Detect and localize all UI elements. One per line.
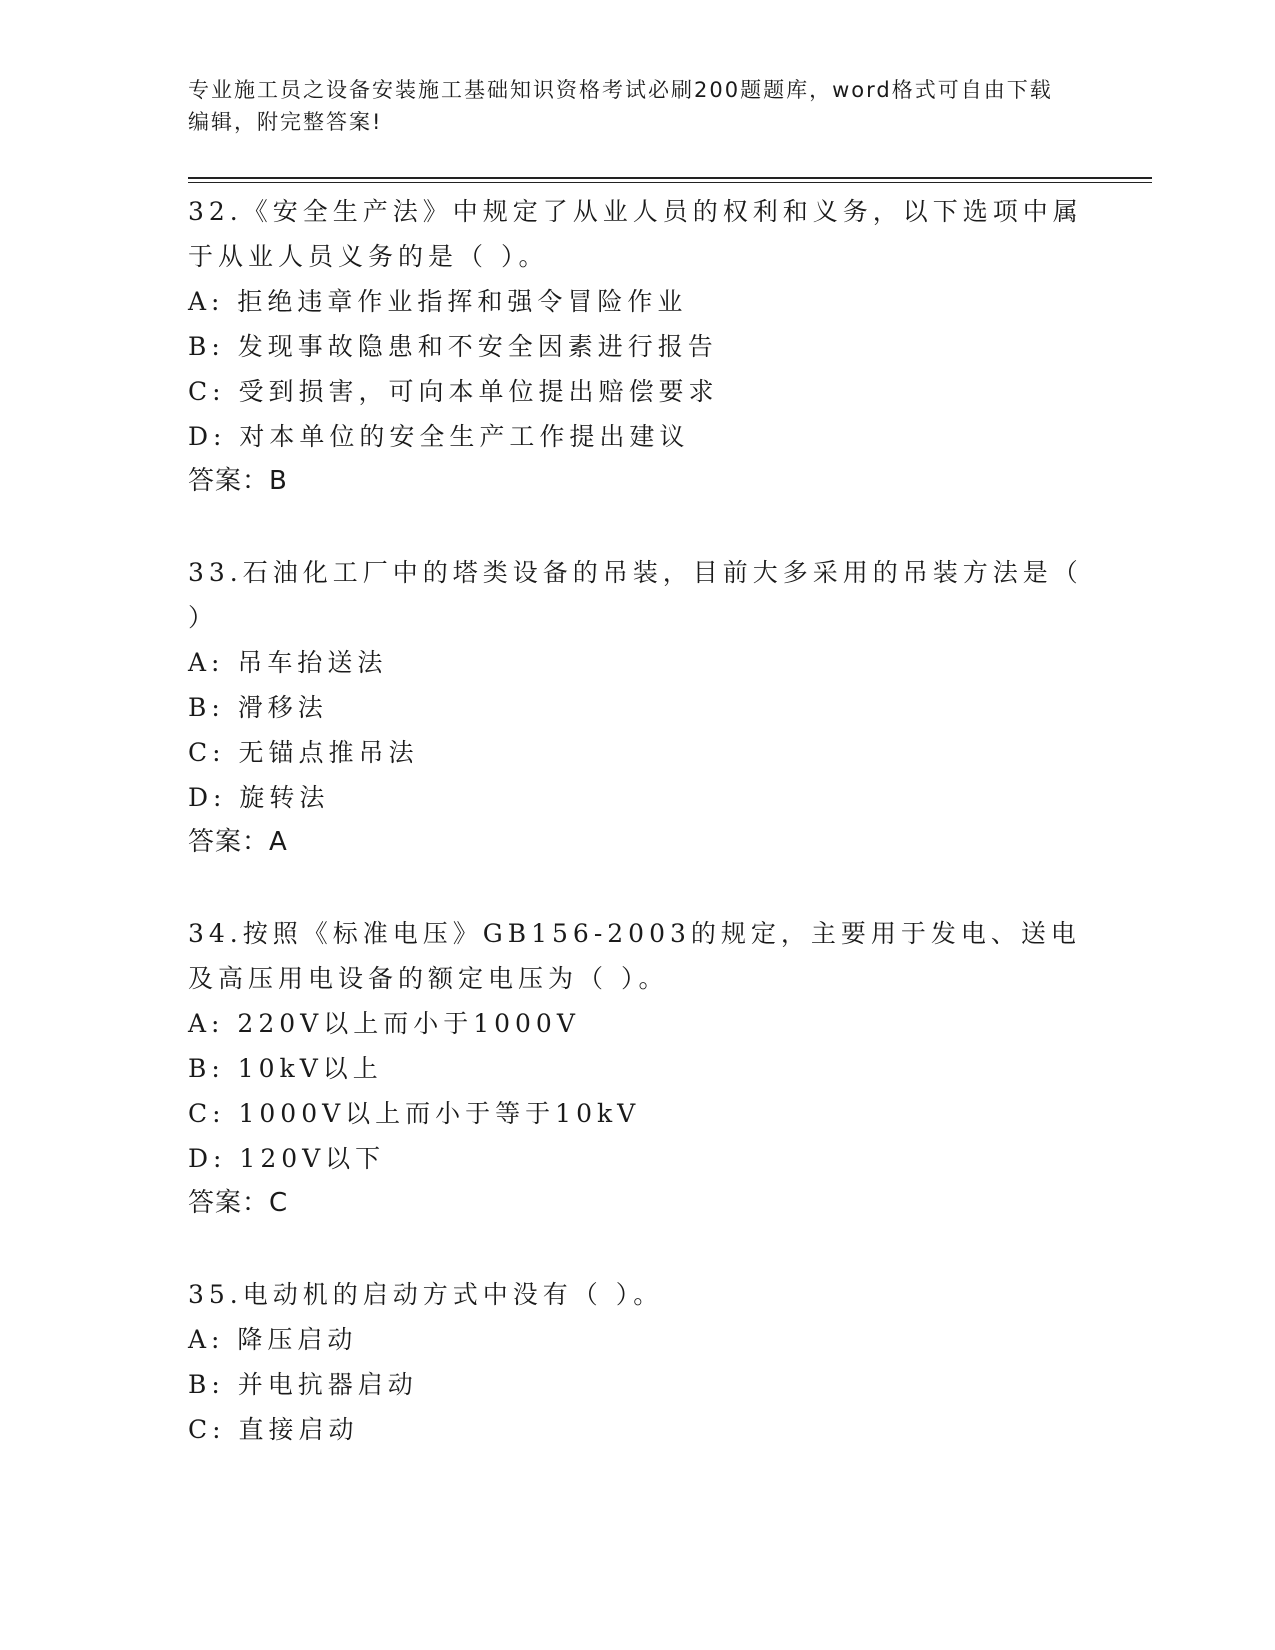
option-c: C: 1000V以上而小于等于10kV — [188, 1099, 641, 1128]
document-header — [188, 74, 1068, 138]
option-a: A: 拒绝违章作业指挥和强令冒险作业 — [188, 287, 688, 316]
header-divider-thick — [188, 177, 1152, 179]
option-a: A: 220V以上而小于1000V — [188, 1009, 580, 1038]
option-c: C: 受到损害，可向本单位提出赔偿要求 — [188, 377, 719, 406]
answer-line: 答案：B — [188, 466, 288, 496]
option-a: A: 降压启动 — [188, 1325, 358, 1354]
option-c: C: 无锚点推吊法 — [188, 738, 419, 767]
question-stem: 32.《安全生产法》中规定了从业人员的权利和义务，以下选项中属于从业人员义务的是（ ）。 — [188, 197, 1083, 271]
question-32 — [188, 189, 1108, 504]
question-stem: 34.按照《标准电压》GB156-2003的规定，主要用于发电、送电及高压用电设备的额定电压为（ ）。 — [188, 919, 1081, 993]
option-b: B: 滑移法 — [188, 693, 328, 722]
question-stem: 35.电动机的启动方式中没有（ ）。 — [188, 1280, 664, 1309]
question-34 — [188, 911, 1108, 1226]
option-b: B: 发现事故隐患和不安全因素进行报告 — [188, 332, 718, 361]
option-a: A: 吊车抬送法 — [188, 648, 388, 677]
question-stem: 33.石油化工厂中的塔类设备的吊装，目前大多采用的吊装方法是（ ） — [188, 558, 1083, 632]
question-list — [188, 189, 1108, 1498]
question-33 — [188, 550, 1108, 865]
option-c: C: 直接启动 — [188, 1415, 359, 1444]
answer-line: 答案：C — [188, 1188, 289, 1218]
option-b: B: 并电抗器启动 — [188, 1370, 418, 1399]
option-b: B: 10kV以上 — [188, 1054, 383, 1083]
option-d: D: 旋转法 — [188, 783, 330, 812]
answer-line: 答案：A — [188, 827, 288, 857]
header-title: 专业施工员之设备安装施工基础知识资格考试必刷200题题库，word格式可自由下载编辑，附完整答案! — [188, 78, 1053, 134]
option-d: D: 120V以下 — [188, 1144, 386, 1173]
header-divider-thin — [188, 182, 1152, 183]
question-35 — [188, 1272, 1108, 1452]
option-d: D: 对本单位的安全生产工作提出建议 — [188, 422, 690, 451]
